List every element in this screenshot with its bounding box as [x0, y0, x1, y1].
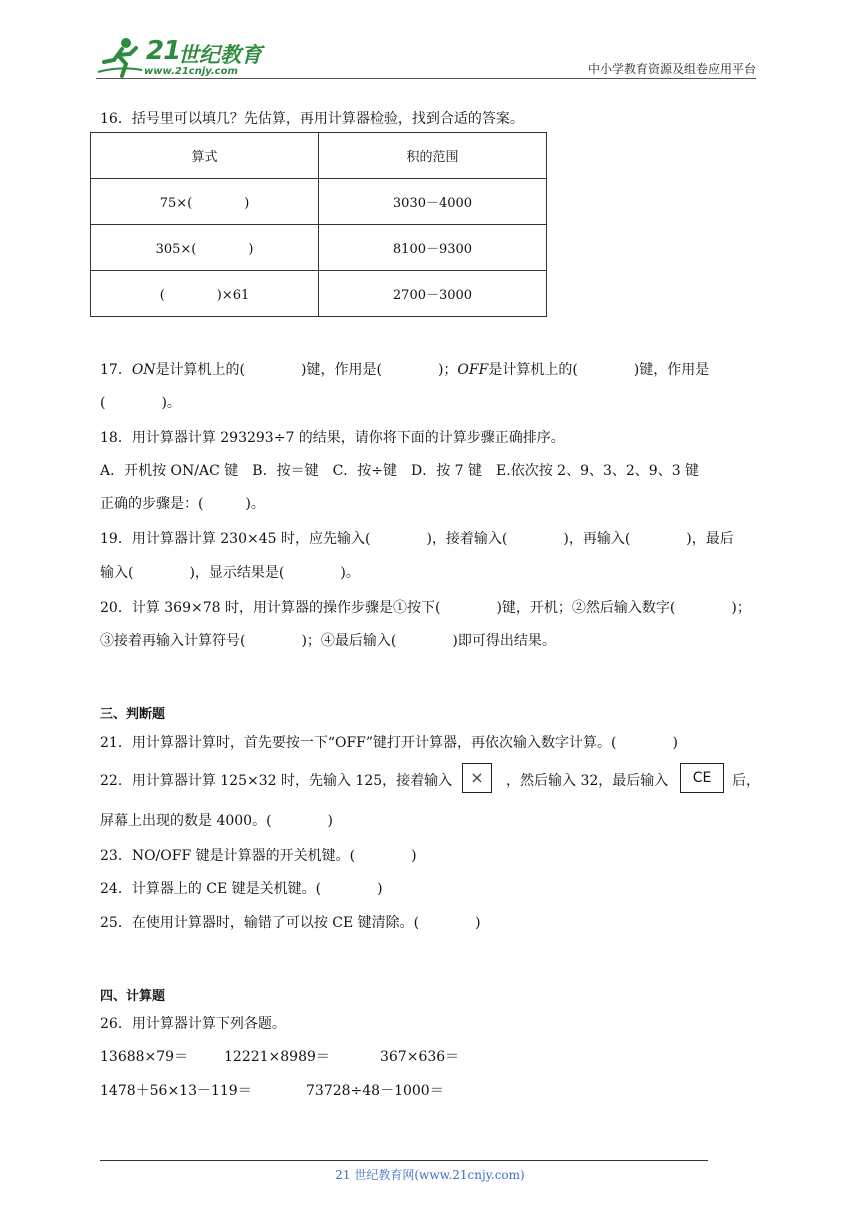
off-key-text: OFF [457, 362, 489, 378]
section-title-calculation: 四、计算题 [100, 989, 166, 1004]
table-cell: 8100－9300 [319, 225, 547, 271]
table-header-cell: 算式 [91, 133, 319, 179]
on-key-text: ON [131, 362, 156, 378]
table-row [91, 225, 547, 271]
table-row [91, 133, 547, 179]
q19-line2: 输入( )，显示结果是( )。 [100, 565, 360, 581]
q26-expr: 13688×79＝ [100, 1049, 189, 1065]
q16-table [90, 132, 547, 317]
q18-line1: 18．用计算器计算 293293÷7 的结果，请你将下面的计算步骤正确排序。 [100, 430, 565, 446]
q26-expr: 1478＋56×13－119＝ [100, 1083, 252, 1099]
table-row [91, 179, 547, 225]
section-title-judgment: 三、判断题 [100, 707, 166, 722]
header-divider [96, 78, 756, 79]
q17-text-b: 是计算机上的( )键，作用是( )； [155, 362, 458, 378]
q22-line2: 屏幕上出现的数是 4000。( ) [100, 813, 334, 829]
header-platform-text: 中小学教育资源及组卷应用平台 [587, 62, 756, 76]
table-row [91, 271, 547, 317]
q26-expr: 12221×8989＝ [224, 1049, 330, 1065]
multiply-key-icon: × [462, 763, 492, 793]
q23-text: 23．NO/OFF 键是计算器的开关机键。( ) [100, 848, 417, 864]
q17-text-c: 是计算机上的( )键，作用是 [488, 362, 710, 378]
q20-line1: 20．计算 369×78 时，用计算器的操作步骤是①按下( )键，开机；②然后输入数字( )； [100, 600, 751, 616]
q26-expr: 73728÷48－1000＝ [306, 1083, 444, 1099]
logo-url: www.21cnjy.com [144, 66, 238, 77]
q20-line2: ③接着再输入计算符号( )；④最后输入( )即可得出结果。 [100, 633, 556, 649]
q22-text-c: 后， [732, 773, 760, 789]
table-cell: ( )×61 [91, 271, 319, 317]
q21-text: 21．用计算器计算时，首先要按一下“OFF”键打开计算器，再依次输入数字计算。( ) [100, 735, 678, 751]
table-cell: 75×( ) [91, 179, 319, 225]
q22-text-a: 22．用计算器计算 125×32 时，先输入 125，接着输入 [100, 773, 453, 789]
q17-line2: ( )。 [100, 395, 181, 411]
q17-number: 17． [100, 362, 132, 378]
q16-text: 16．括号里可以填几？先估算，再用计算器检验，找到合适的答案。 [100, 111, 524, 127]
ce-key-icon: CE [680, 763, 724, 793]
q26-expr: 367×636＝ [380, 1049, 460, 1065]
q24-text: 24．计算器上的 CE 键是关机键。( ) [100, 881, 383, 897]
footer-text: 21 世纪教育网(www.21cnjy.com) [335, 1168, 525, 1182]
footer-divider [100, 1160, 708, 1161]
site-logo [96, 36, 266, 80]
runner-icon [96, 36, 144, 80]
table-cell: 3030－4000 [319, 179, 547, 225]
table-header-cell: 积的范围 [319, 133, 547, 179]
q25-text: 25．在使用计算器时，输错了可以按 CE 键清除。( ) [100, 915, 481, 931]
q18-options: A．开机按 ON/AC 键 B．按＝键 C．按÷键 D．按 7 键 E.依次按 2、9、3、2、9、3 键 [100, 463, 700, 479]
q17-line1 [100, 359, 709, 379]
logo-brand: 世纪教育 [178, 43, 262, 67]
table-cell: 2700－3000 [319, 271, 547, 317]
q18-answer-line: 正确的步骤是：( )。 [100, 496, 265, 512]
table-cell: 305×( ) [91, 225, 319, 271]
q22-text-b: ，然后输入 32，最后输入 [506, 773, 669, 789]
q19-line1: 19．用计算器计算 230×45 时，应先输入( )，接着输入( )，再输入( )，最后 [100, 531, 734, 547]
logo-21: 21 [146, 36, 181, 66]
q26-text: 26．用计算器计算下列各题。 [100, 1016, 286, 1032]
